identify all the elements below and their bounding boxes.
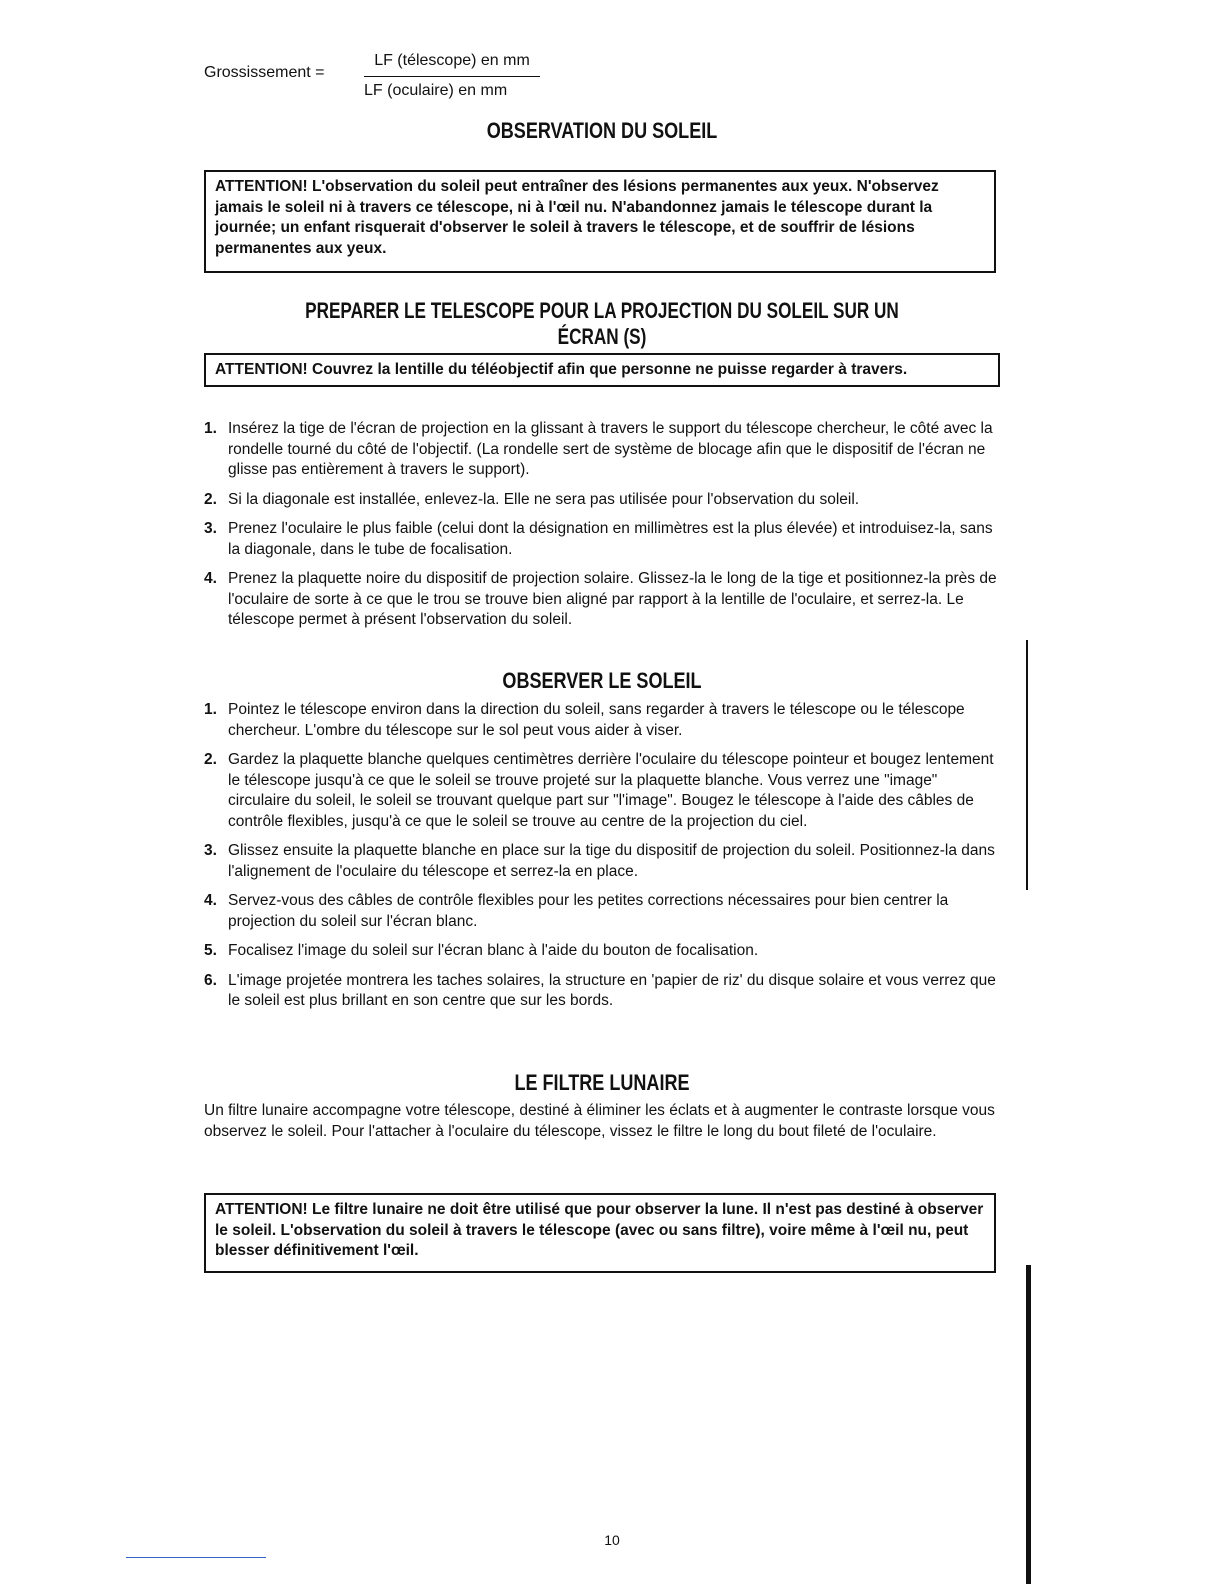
warning-box-sun: ATTENTION! L'observation du soleil peut entraîner des lésions permanentes aux yeux. N'observez jamais le soleil ni à travers ce télescope, ni à l'œil nu. N'abandonnez jamais le télescope durant la journée; un enfant risquerait d'observer le soleil à travers le télescope, et de souffrir de lésions permanentes aux yeux. — [204, 170, 996, 273]
warning-box-lens: ATTENTION! Couvrez la lentille du téléobjectif afin que personne ne puisse regarder à travers. — [204, 353, 1000, 387]
list-item: 4. Prenez la plaquette noire du dispositif de projection solaire. Glissez-la le long de la tige et positionnez-la près de l'oculaire de sorte à ce que le trou se trouve bien aligné par rapport à la lentille de l'oculaire, et serrez-la. Le télescope permet à présent l'observation du soleil. — [204, 570, 997, 628]
formula-denominator: LF (oculaire) en mm — [364, 82, 508, 99]
fraction-bar — [364, 76, 540, 77]
warning-box-moon-filter: ATTENTION! Le filtre lunaire ne doit être utilisé que pour observer la lune. Il n'est pas destiné à observer le soleil. L'observation du soleil à travers le télescope (avec ou sans filtre), voire même à l'œil nu, peut blesser définitivement l'œil. — [204, 1193, 996, 1273]
heading-preparer-telescope: PREPARER LE TELESCOPE POUR LA PROJECTION DU SOLEIL SUR UN ÉCRAN (S) — [305, 298, 899, 349]
list-item: 6. L'image projetée montrera les taches solaires, la structure en 'papier de riz' du disque solaire et vous verrez que le soleil est plus brillant en son centre que sur les bords. — [204, 971, 996, 1009]
page-number: 10 — [604, 1532, 620, 1548]
scan-edge-mark — [1026, 1265, 1031, 1584]
heading-observation-du-soleil: OBSERVATION DU SOLEIL — [486, 118, 718, 143]
formula-numerator: LF (télescope) en mm — [374, 52, 530, 69]
formula-label: Grossissement = — [204, 64, 325, 81]
list-item: 5. Focalisez l'image du soleil sur l'écran blanc à l'aide du bouton de focalisation. — [204, 942, 759, 959]
list-item: 4. Servez-vous des câbles de contrôle flexibles pour les petites corrections nécessaires pour bien centrer la projection du soleil sur l'écran blanc. — [204, 892, 949, 930]
heading-observer-le-soleil: OBSERVER LE SOLEIL — [502, 668, 702, 693]
scan-mark — [126, 1557, 266, 1558]
list-item: 2. Si la diagonale est installée, enlevez-la. Elle ne sera pas utilisée pour l'observation du soleil. — [204, 490, 860, 508]
list-item: 2. Gardez la plaquette blanche quelques centimètres derrière l'oculaire du télescope pointeur et bougez lentement le télescope jusqu'à ce que le soleil se trouve projeté sur la plaquette blanche. Vous verrez une "image" circulaire du soleil, le soleil se trouvant quelque part sur "l'image". Bougez le télescope à l'aide des câbles de contrôle flexibles, jusqu'à ce que le soleil se trouve au centre de la projection du ciel. — [204, 751, 994, 830]
moon-filter-paragraph: Un filtre lunaire accompagne votre télescope, destiné à éliminer les éclats et à augmenter le contraste lorsque vous observez le soleil. Pour l'attacher à l'oculaire du télescope, vissez le filtre le long du bout fileté de l'oculaire. — [204, 1102, 995, 1140]
scan-edge-mark — [1026, 640, 1028, 890]
list-item: 1. Pointez le télescope environ dans la direction du soleil, sans regarder à travers le télescope ou le télescope chercheur. L'ombre du télescope sur le sol peut vous aider à viser. — [204, 701, 965, 739]
magnification-formula — [204, 50, 604, 110]
list-item: 1. Insérez la tige de l'écran de projection en la glissant à travers le support du télescope chercheur, le côté avec la rondelle tourné du côté de l'objectif. (La rondelle sert de système de blocage afin que le dispositif de l'écran ne glisse pas entièrement à travers le support). — [204, 420, 993, 478]
observe-steps-list — [204, 700, 1000, 1021]
list-item: 3. Glissez ensuite la plaquette blanche en place sur la tige du dispositif de projection du soleil. Positionnez-la dans l'alignement de l'oculaire du télescope et serrez-la en place. — [204, 842, 995, 880]
heading-le-filtre-lunaire: LE FILTRE LUNAIRE — [514, 1070, 690, 1095]
setup-steps-list — [204, 419, 1000, 640]
list-item: 3. Prenez l'oculaire le plus faible (celui dont la désignation en millimètres est la plus élevée) et introduisez-la, sans la diagonale, dans le tube de focalisation. — [204, 520, 993, 558]
